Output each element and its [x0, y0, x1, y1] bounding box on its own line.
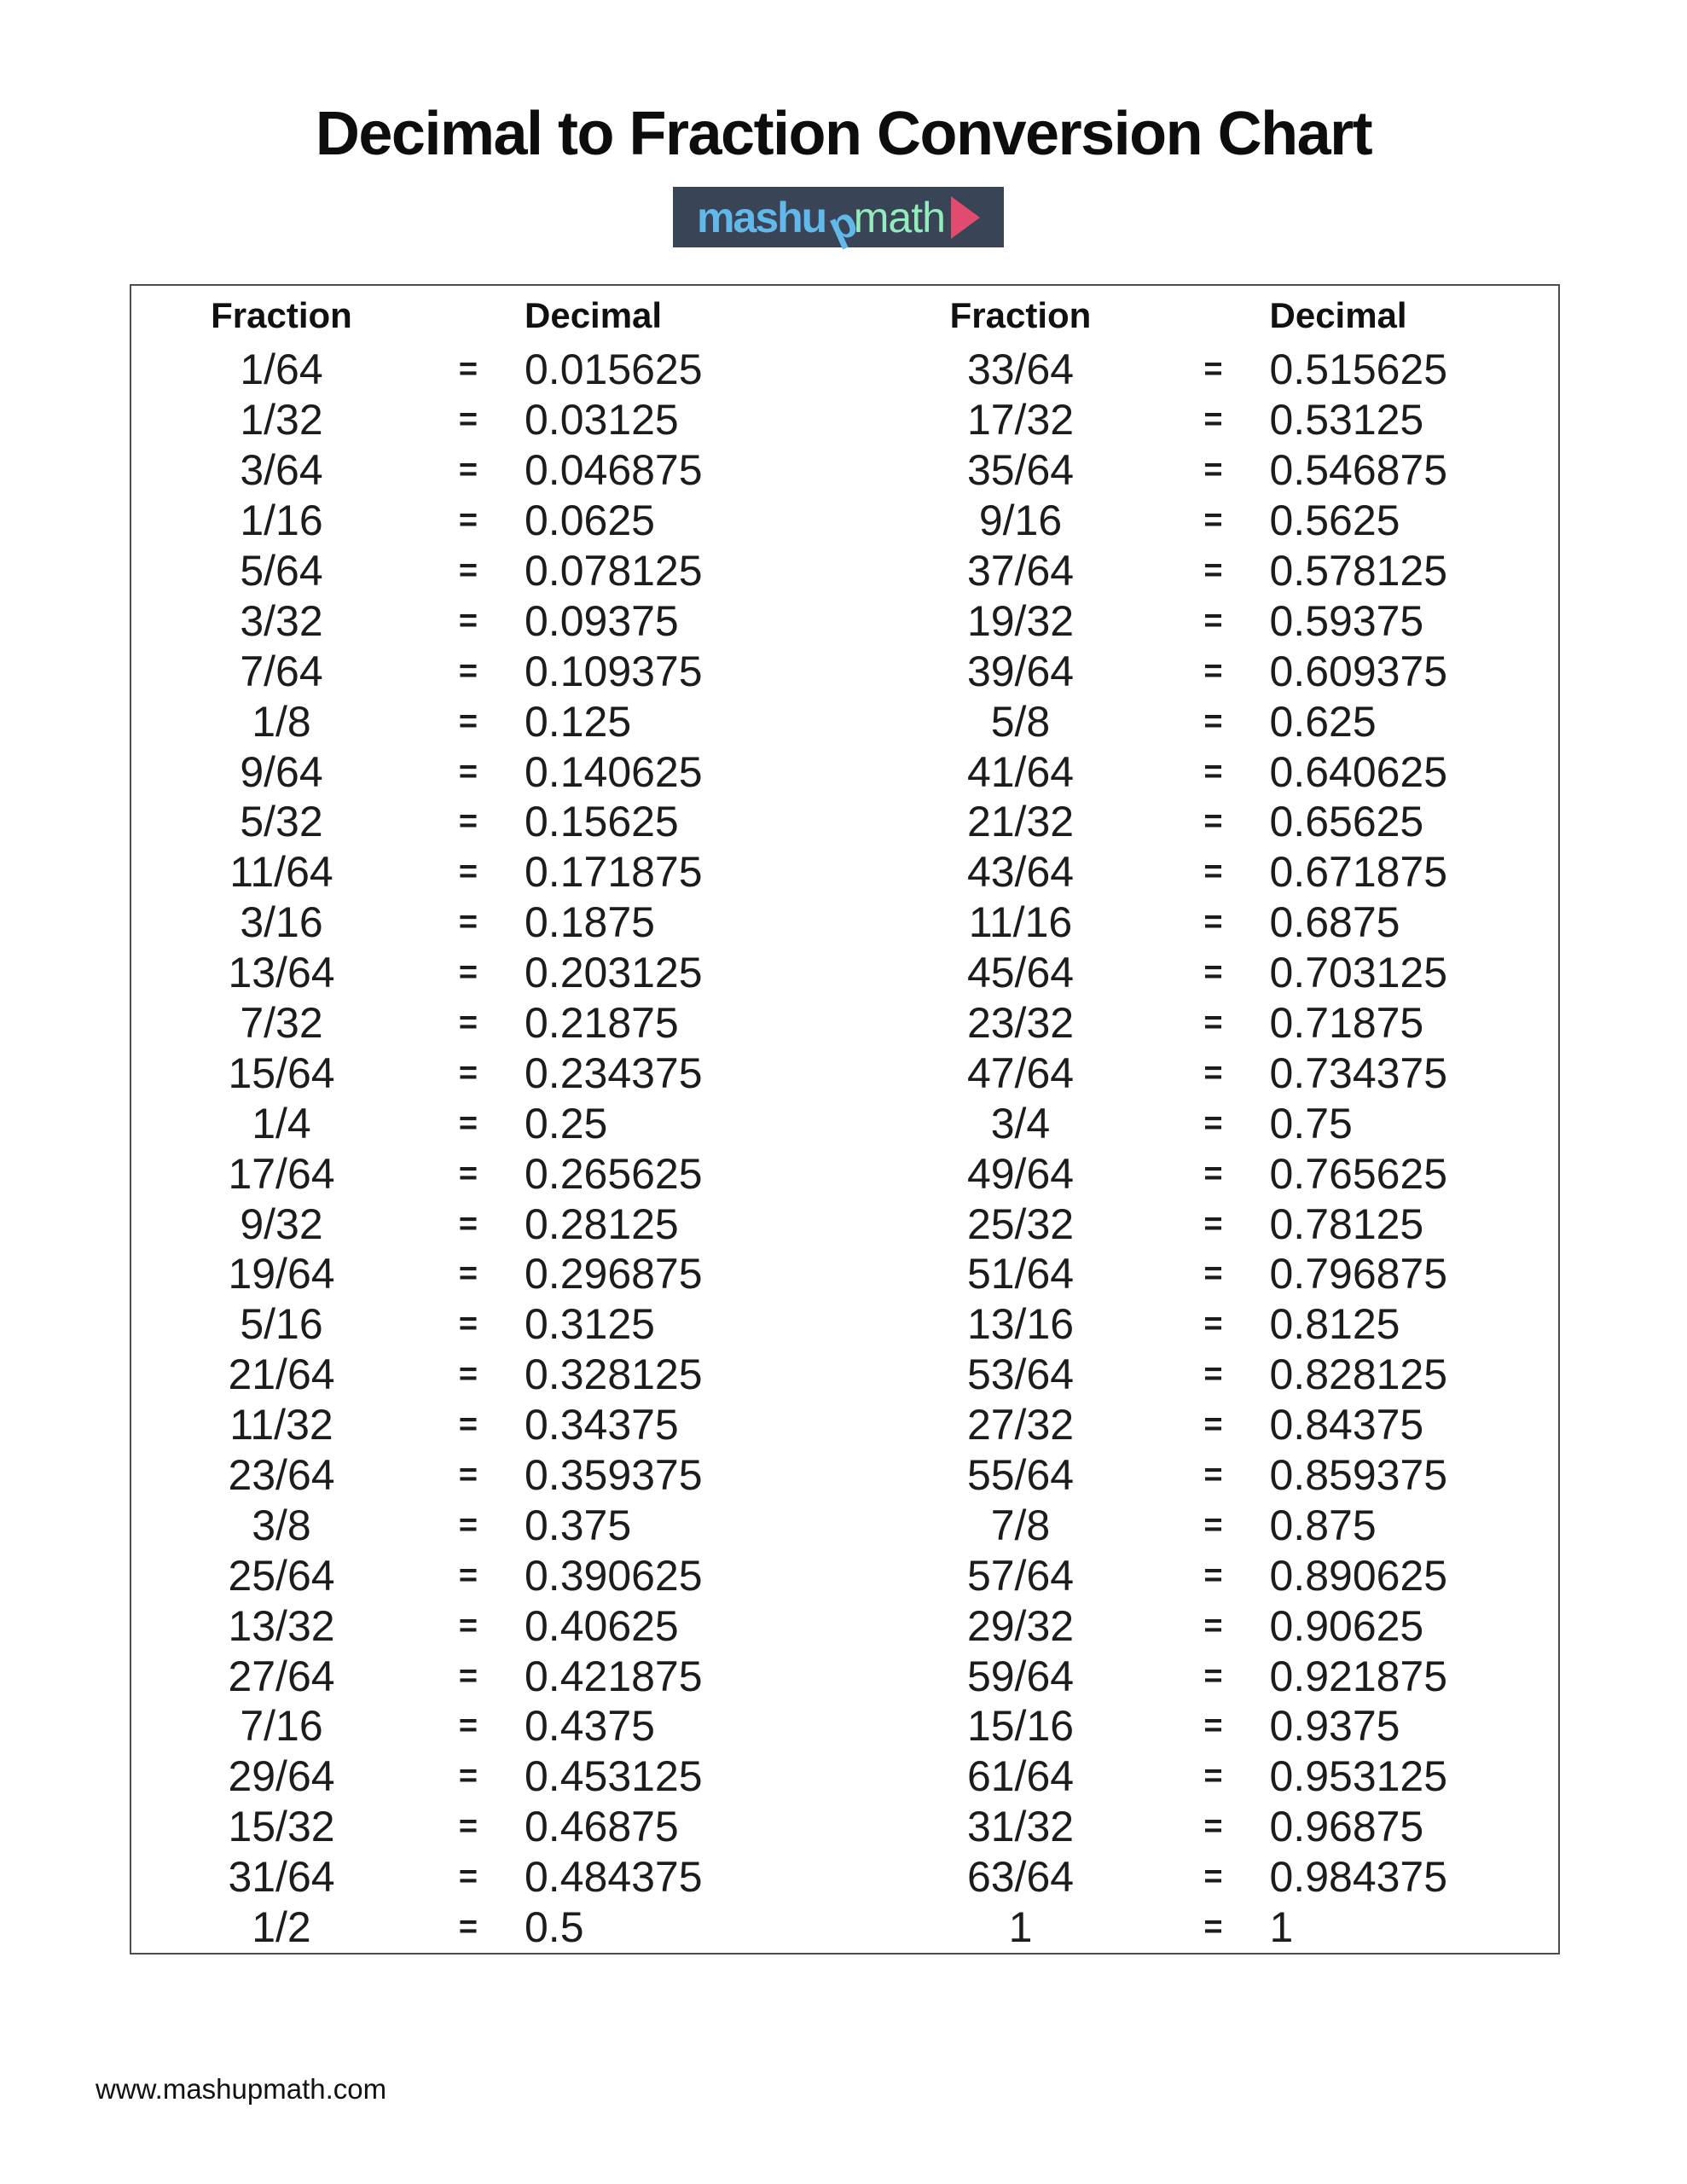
table-row — [845, 797, 1559, 847]
equals-sign: = — [458, 1859, 478, 1896]
table-row — [131, 948, 845, 998]
fraction-value: 7/8 — [990, 1501, 1051, 1549]
fraction-value: 35/64 — [966, 446, 1075, 495]
table-row — [845, 1199, 1559, 1249]
equals-sign: = — [458, 602, 478, 639]
decimal-value: 0.3125 — [525, 1300, 655, 1349]
table-row — [131, 847, 845, 897]
table-row — [131, 1651, 845, 1701]
table-row — [845, 1350, 1559, 1400]
fraction-value: 3/32 — [240, 596, 323, 645]
fraction-value: 1/16 — [240, 497, 323, 545]
equals-sign: = — [1203, 1658, 1223, 1694]
equals-sign: = — [458, 1155, 478, 1192]
decimal-value: 0.71875 — [1269, 999, 1424, 1048]
fraction-value: 3/16 — [240, 898, 323, 947]
equals-sign: = — [1203, 1607, 1223, 1644]
decimal-value: 0.765625 — [1269, 1149, 1448, 1198]
decimal-value: 0.359375 — [525, 1451, 703, 1500]
fraction-value: 13/16 — [966, 1300, 1075, 1349]
table-left-rows — [131, 345, 845, 1953]
decimal-value: 0.921875 — [1269, 1652, 1448, 1700]
table-row — [845, 1400, 1559, 1450]
table-row — [131, 1802, 845, 1852]
fraction-value: 5/64 — [240, 547, 323, 595]
equals-sign: = — [458, 1256, 478, 1292]
equals-sign: = — [458, 1407, 478, 1443]
equals-sign: = — [458, 1457, 478, 1494]
fraction-value: 41/64 — [966, 747, 1075, 796]
equals-sign: = — [1203, 1758, 1223, 1795]
equals-sign: = — [458, 1607, 478, 1644]
table-row — [845, 948, 1559, 998]
fraction-value: 15/32 — [228, 1803, 335, 1851]
fraction-value: 17/64 — [228, 1149, 335, 1198]
decimal-value: 0.421875 — [525, 1652, 703, 1700]
fraction-value: 25/32 — [966, 1199, 1075, 1248]
table-row — [131, 1450, 845, 1501]
table-row — [845, 998, 1559, 1048]
decimal-value: 0.984375 — [1269, 1853, 1448, 1902]
decimal-value: 0.078125 — [525, 547, 703, 595]
table-row — [845, 1852, 1559, 1902]
equals-sign: = — [1203, 1507, 1223, 1543]
fraction-value: 9/16 — [978, 497, 1063, 545]
equals-sign: = — [458, 854, 478, 891]
website-url: www.mashupmath.com — [96, 2073, 387, 2105]
table-row — [131, 595, 845, 646]
fraction-value: 9/64 — [240, 747, 323, 796]
table-header-row — [845, 286, 1559, 345]
decimal-value: 1 — [1269, 1903, 1294, 1952]
fraction-value: 5/8 — [990, 697, 1051, 746]
fraction-value: 19/32 — [966, 596, 1075, 645]
table-row — [845, 897, 1559, 948]
table-row — [131, 1249, 845, 1299]
equals-sign: = — [1203, 1356, 1223, 1393]
decimal-value: 0.828125 — [1269, 1350, 1448, 1399]
fraction-value: 21/64 — [228, 1350, 335, 1399]
table-row — [845, 696, 1559, 746]
equals-sign: = — [1203, 703, 1223, 740]
fraction-value: 23/32 — [966, 999, 1075, 1048]
decimal-value: 0.6875 — [1269, 898, 1400, 947]
conversion-table — [130, 284, 1560, 1955]
table-row — [131, 1350, 845, 1400]
table-row — [845, 1651, 1559, 1701]
decimal-value: 0.15625 — [525, 798, 679, 846]
table-row — [131, 1852, 845, 1902]
fraction-value: 1/32 — [240, 396, 323, 444]
decimal-value: 0.515625 — [1269, 346, 1448, 394]
table-row — [131, 1600, 845, 1651]
decimal-value: 0.53125 — [1269, 396, 1424, 444]
table-row — [131, 998, 845, 1048]
equals-sign: = — [458, 1758, 478, 1795]
equals-sign: = — [1203, 1859, 1223, 1896]
equals-sign: = — [1203, 553, 1223, 589]
table-row — [845, 847, 1559, 897]
table-row — [131, 1048, 845, 1098]
table-row — [845, 746, 1559, 797]
equals-sign: = — [458, 1557, 478, 1594]
decimal-value: 0.015625 — [525, 346, 703, 394]
table-row — [845, 1550, 1559, 1600]
equals-sign: = — [1203, 1005, 1223, 1042]
equals-sign: = — [1203, 602, 1223, 639]
equals-sign: = — [1203, 1557, 1223, 1594]
fraction-value: 61/64 — [966, 1752, 1075, 1801]
fraction-value: 27/32 — [966, 1401, 1075, 1449]
equals-sign: = — [458, 1054, 478, 1091]
decimal-value: 0.1875 — [525, 898, 655, 947]
table-row — [845, 646, 1559, 696]
table-row — [131, 646, 845, 696]
table-row — [131, 797, 845, 847]
equals-sign: = — [458, 1809, 478, 1845]
table-row — [845, 1902, 1559, 1953]
decimal-value: 0.5 — [525, 1903, 584, 1952]
fraction-value: 7/64 — [240, 647, 323, 695]
equals-sign: = — [458, 1306, 478, 1343]
fraction-value: 1 — [1008, 1903, 1033, 1952]
equals-sign: = — [1203, 1909, 1223, 1946]
table-row — [845, 1148, 1559, 1199]
equals-sign: = — [458, 553, 478, 589]
fraction-value: 47/64 — [966, 1048, 1075, 1097]
table-row — [845, 1600, 1559, 1651]
decimal-value: 0.640625 — [1269, 747, 1448, 796]
fraction-value: 55/64 — [966, 1451, 1075, 1500]
decimal-value: 0.046875 — [525, 446, 703, 495]
fraction-value: 31/64 — [228, 1853, 335, 1902]
decimal-value: 0.484375 — [525, 1853, 703, 1902]
equals-sign: = — [458, 1105, 478, 1141]
decimal-value: 0.28125 — [525, 1199, 679, 1248]
fraction-value: 11/16 — [968, 898, 1073, 947]
equals-sign: = — [1203, 1809, 1223, 1845]
decimal-value: 0.75 — [1269, 1099, 1353, 1147]
logo-text-mashu: mashu — [697, 193, 826, 241]
table-row — [131, 445, 845, 496]
equals-sign: = — [458, 1205, 478, 1242]
decimal-value: 0.03125 — [525, 396, 679, 444]
decimal-value: 0.96875 — [1269, 1803, 1424, 1851]
decimal-value: 0.609375 — [1269, 647, 1448, 695]
equals-sign: = — [1203, 653, 1223, 689]
decimal-value: 0.25 — [525, 1099, 608, 1147]
fraction-value: 13/32 — [228, 1601, 335, 1650]
fraction-value: 23/64 — [228, 1451, 335, 1500]
fraction-column-header: Fraction — [211, 294, 352, 335]
decimal-value: 0.375 — [525, 1501, 632, 1549]
fraction-value: 45/64 — [966, 949, 1075, 997]
decimal-value: 0.578125 — [1269, 547, 1448, 595]
decimal-value: 0.78125 — [1269, 1199, 1424, 1248]
table-row — [131, 1148, 845, 1199]
equals-sign: = — [1203, 1457, 1223, 1494]
play-triangle-icon — [951, 196, 980, 239]
table-row — [131, 496, 845, 546]
decimal-value: 0.5625 — [1269, 497, 1400, 545]
equals-sign: = — [1203, 1054, 1223, 1091]
logo-text-p: p — [820, 196, 865, 252]
decimal-value: 0.890625 — [1269, 1551, 1448, 1600]
decimal-value: 0.65625 — [1269, 798, 1424, 846]
equals-sign: = — [458, 502, 478, 539]
fraction-column-header: Fraction — [949, 294, 1092, 335]
fraction-value: 27/64 — [228, 1652, 335, 1700]
equals-sign: = — [1203, 452, 1223, 489]
decimal-value: 0.203125 — [525, 949, 703, 997]
decimal-value: 0.125 — [525, 697, 632, 746]
table-row — [131, 1550, 845, 1600]
decimal-value: 0.90625 — [1269, 1601, 1424, 1650]
fraction-value: 7/16 — [240, 1702, 323, 1751]
fraction-value: 11/64 — [229, 848, 333, 897]
decimal-value: 0.09375 — [525, 596, 679, 645]
table-row — [845, 1249, 1559, 1299]
fraction-value: 15/64 — [228, 1048, 335, 1097]
decimal-value: 0.234375 — [525, 1048, 703, 1097]
fraction-value: 43/64 — [966, 848, 1075, 897]
equals-sign: = — [458, 804, 478, 840]
fraction-value: 3/4 — [990, 1099, 1051, 1147]
equals-sign: = — [1203, 1407, 1223, 1443]
fraction-value: 1/2 — [252, 1903, 311, 1952]
table-row — [845, 445, 1559, 496]
table-row — [845, 1751, 1559, 1802]
table-row — [845, 595, 1559, 646]
table-row — [845, 1802, 1559, 1852]
decimal-column-header: Decimal — [525, 294, 663, 335]
equals-sign: = — [1203, 402, 1223, 439]
equals-sign: = — [458, 753, 478, 790]
fraction-value: 39/64 — [966, 647, 1075, 695]
table-row — [131, 746, 845, 797]
decimal-value: 0.40625 — [525, 1601, 679, 1650]
fraction-value: 19/64 — [228, 1250, 335, 1298]
table-header-row — [131, 286, 845, 345]
decimal-column-header: Decimal — [1269, 294, 1407, 335]
equals-sign: = — [458, 904, 478, 941]
equals-sign: = — [458, 452, 478, 489]
page-title: Decimal to Fraction Conversion Chart — [315, 100, 1372, 168]
table-row — [845, 1500, 1559, 1550]
table-row — [845, 496, 1559, 546]
table-row — [131, 1701, 845, 1751]
table-row — [131, 1199, 845, 1249]
equals-sign: = — [1203, 1306, 1223, 1343]
decimal-value: 0.46875 — [525, 1803, 679, 1851]
logo-text-math: math — [853, 193, 945, 241]
fraction-value: 13/64 — [228, 949, 335, 997]
equals-sign: = — [458, 1658, 478, 1694]
table-row — [131, 546, 845, 596]
fraction-value: 33/64 — [966, 346, 1075, 394]
fraction-value: 1/8 — [252, 697, 311, 746]
table-row — [845, 1701, 1559, 1751]
table-row — [131, 1098, 845, 1148]
decimal-value: 0.546875 — [1269, 446, 1448, 495]
decimal-value: 0.34375 — [525, 1401, 679, 1449]
decimal-value: 0.84375 — [1269, 1401, 1424, 1449]
table-left-half — [131, 286, 845, 1953]
decimal-value: 0.734375 — [1269, 1048, 1448, 1097]
equals-sign: = — [1203, 1708, 1223, 1745]
equals-sign: = — [1203, 502, 1223, 539]
equals-sign: = — [1203, 854, 1223, 891]
equals-sign: = — [458, 1909, 478, 1946]
table-row — [131, 395, 845, 445]
fraction-value: 29/32 — [966, 1601, 1075, 1650]
table-row — [131, 1400, 845, 1450]
fraction-value: 29/64 — [228, 1752, 335, 1801]
equals-sign: = — [1203, 955, 1223, 991]
equals-sign: = — [458, 351, 478, 388]
decimal-value: 0.453125 — [525, 1752, 703, 1801]
fraction-value: 1/4 — [252, 1099, 311, 1147]
decimal-value: 0.859375 — [1269, 1451, 1448, 1500]
fraction-value: 11/32 — [229, 1401, 333, 1449]
table-row — [845, 1450, 1559, 1501]
fraction-value: 31/32 — [966, 1803, 1075, 1851]
table-row — [845, 1098, 1559, 1148]
equals-sign: = — [458, 1708, 478, 1745]
decimal-value: 0.625 — [1269, 697, 1377, 746]
fraction-value: 15/16 — [966, 1702, 1075, 1751]
decimal-value: 0.4375 — [525, 1702, 655, 1751]
table-row — [131, 1299, 845, 1350]
fraction-value: 3/8 — [252, 1501, 311, 1549]
equals-sign: = — [1203, 351, 1223, 388]
equals-sign: = — [458, 653, 478, 689]
decimal-value: 0.109375 — [525, 647, 703, 695]
table-row — [845, 395, 1559, 445]
decimal-value: 0.796875 — [1269, 1250, 1448, 1298]
fraction-value: 63/64 — [966, 1853, 1075, 1902]
decimal-value: 0.171875 — [525, 848, 703, 897]
equals-sign: = — [458, 402, 478, 439]
equals-sign: = — [1203, 1155, 1223, 1192]
fraction-value: 21/32 — [966, 798, 1075, 846]
equals-sign: = — [1203, 1256, 1223, 1292]
decimal-value: 0.140625 — [525, 747, 703, 796]
decimal-value: 0.265625 — [525, 1149, 703, 1198]
equals-sign: = — [458, 1356, 478, 1393]
decimal-value: 0.703125 — [1269, 949, 1448, 997]
equals-sign: = — [458, 1507, 478, 1543]
fraction-value: 9/32 — [240, 1199, 323, 1248]
mashupmath-logo — [673, 187, 1004, 252]
decimal-value: 0.9375 — [1269, 1702, 1400, 1751]
table-row — [845, 546, 1559, 596]
table-right-rows — [845, 345, 1559, 1953]
fraction-value: 3/64 — [240, 446, 323, 495]
equals-sign: = — [1203, 1105, 1223, 1141]
table-row — [131, 345, 845, 395]
decimal-value: 0.875 — [1269, 1501, 1377, 1549]
fraction-value: 5/32 — [240, 798, 323, 846]
equals-sign: = — [1203, 1205, 1223, 1242]
table-row — [131, 1751, 845, 1802]
equals-sign: = — [458, 955, 478, 991]
fraction-value: 5/16 — [240, 1300, 323, 1349]
table-row — [845, 1299, 1559, 1350]
fraction-value: 17/32 — [966, 396, 1075, 444]
fraction-value: 53/64 — [966, 1350, 1075, 1399]
table-row — [131, 696, 845, 746]
fraction-value: 7/32 — [240, 999, 323, 1048]
table-row — [845, 345, 1559, 395]
fraction-value: 51/64 — [966, 1250, 1075, 1298]
equals-sign: = — [1203, 904, 1223, 941]
decimal-value: 0.59375 — [1269, 596, 1424, 645]
fraction-value: 37/64 — [966, 547, 1075, 595]
decimal-value: 0.390625 — [525, 1551, 703, 1600]
equals-sign: = — [1203, 753, 1223, 790]
table-row — [845, 1048, 1559, 1098]
table-row — [131, 1902, 845, 1953]
equals-sign: = — [1203, 804, 1223, 840]
decimal-value: 0.21875 — [525, 999, 679, 1048]
fraction-value: 25/64 — [228, 1551, 335, 1600]
decimal-value: 0.328125 — [525, 1350, 703, 1399]
fraction-value: 57/64 — [966, 1551, 1075, 1600]
table-right-half — [845, 286, 1559, 1953]
decimal-value: 0.671875 — [1269, 848, 1448, 897]
table-row — [131, 1500, 845, 1550]
equals-sign: = — [458, 1005, 478, 1042]
decimal-value: 0.0625 — [525, 497, 655, 545]
table-row — [131, 897, 845, 948]
decimal-value: 0.953125 — [1269, 1752, 1448, 1801]
equals-sign: = — [458, 703, 478, 740]
decimal-value: 0.296875 — [525, 1250, 703, 1298]
fraction-value: 1/64 — [240, 346, 323, 394]
fraction-value: 49/64 — [966, 1149, 1075, 1198]
fraction-value: 59/64 — [966, 1652, 1075, 1700]
decimal-value: 0.8125 — [1269, 1300, 1400, 1349]
